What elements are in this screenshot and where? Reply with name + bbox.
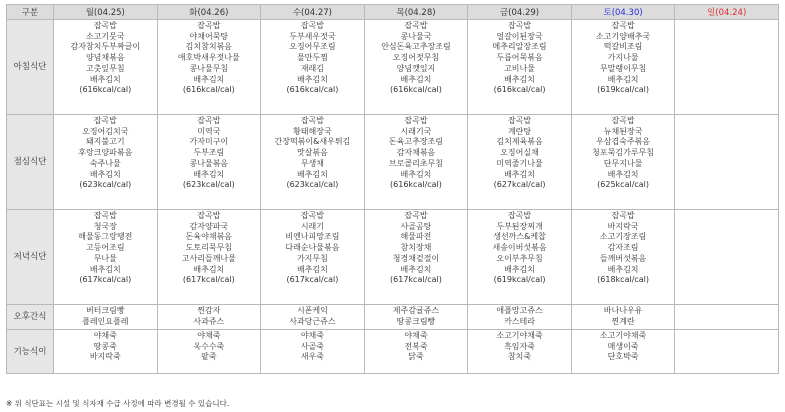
menu-item: 시래기국 [400,126,432,136]
menu-item: 해물파전 [400,232,432,242]
menu-item: 사골죽 [300,341,324,351]
menu-item: (617kcal/cal) [182,275,235,285]
menu-item: 잡곡밥 [93,116,117,125]
menu-item: 고춧잎무침 [85,63,125,73]
menu-item: 팥죽 [201,352,217,362]
menu-cell [261,330,365,374]
menu-item: 해물동그랑땡전 [78,232,133,242]
header-day-1: 월(04.25) [54,5,158,20]
menu-cell [468,330,572,374]
menu-item: 야채죽 [93,331,117,340]
header-row [7,5,779,20]
menu-cell [468,305,572,330]
menu-cell [675,210,779,305]
menu-item: 떡갈비조림 [603,42,643,52]
menu-cell [261,305,365,330]
menu-item: 소고기뭇국 [85,31,125,41]
header-day-6: 토(04.30) [571,5,675,20]
menu-item: 잡곡밥 [404,116,428,125]
menu-item: 야채죽 [197,331,221,340]
menu-item: 잡곡밥 [507,211,532,220]
menu-item: 미역줄기나물 [496,158,543,168]
menu-item: 감자조림 [607,243,639,253]
menu-item: 가자미구이 [189,137,229,147]
menu-item: 도토리묵무침 [185,243,233,253]
menu-item: 배추김치 [193,264,225,274]
menu-item: 단호박죽 [607,352,639,362]
menu-cell [364,330,468,374]
menu-item: 고비나물 [504,63,535,73]
menu-item: 배추김치 [296,264,328,274]
row-label-lunch: 점심식단 [7,115,54,210]
menu-item: 잡곡밥 [611,21,635,30]
menu-item: 안심돈육고추장조림 [381,42,451,52]
menu-item: 청국장 [93,221,117,231]
menu-item: (617kcal/cal) [390,275,442,285]
menu-item: 잡곡밥 [93,21,117,30]
menu-item: 시래기 [300,221,324,231]
menu-item: 잡곡밥 [197,21,221,30]
menu-cell [675,305,779,330]
menu-item: 돼지불고기 [85,137,125,147]
menu-item: 무생채 [300,158,324,168]
menu-item: (619kcal/cal) [493,275,546,285]
menu-item: 참치죽 [507,352,532,362]
menu-item: (627kcal/cal) [493,180,546,190]
menu-item: 무말랭이무침 [599,63,647,73]
menu-item: (616kcal/cal) [390,180,442,190]
menu-item: 배추김치 [296,169,328,179]
menu-cell [468,115,572,210]
menu-item: 재래김 [300,63,324,73]
menu-item: 배추김치 [89,74,121,84]
weekly-menu-table [6,4,779,374]
menu-item: 소고기양배추국 [596,31,651,41]
row-special-diet [7,330,779,374]
menu-item: 잡곡밥 [300,211,324,220]
menu-cell [571,305,675,330]
menu-item: 김치제육볶음 [496,137,543,147]
menu-item: 전복죽 [404,341,428,351]
menu-cell [261,20,365,115]
menu-cell [571,210,675,305]
menu-item: 단무지나물 [603,158,643,168]
menu-item: 배추김치 [607,74,639,84]
menu-item: 감자양파국 [189,221,229,231]
menu-item: 생선까스&케찹 [493,232,546,242]
menu-cell [261,210,365,305]
menu-item: 바지락죽 [89,352,121,362]
menu-item: 새우죽 [300,352,324,362]
menu-item: 비엔나피망조림 [285,232,340,242]
menu-item: 오징어젓무침 [392,53,440,63]
header-day-7: 일(04.24) [675,5,779,20]
menu-cell [54,330,158,374]
menu-item: 시폰케익 [296,306,328,315]
menu-item: 배추김치 [400,169,432,179]
menu-cell [571,330,675,374]
menu-item: 바지락국 [607,221,639,231]
menu-item: 고등어조림 [85,243,125,253]
menu-item: (623kcal/cal) [79,180,132,190]
menu-item: 두부새우젓국 [289,31,336,41]
menu-item: 배추김치 [607,169,639,179]
menu-item: 사과당근쥬스 [289,316,336,326]
menu-item: 소고기야채죽 [496,331,543,340]
menu-item: 야채어묵탕 [189,31,229,41]
menu-body [7,20,779,374]
row-label-dinner: 저녁식단 [7,210,54,305]
menu-item: 옥수수죽 [193,341,225,351]
menu-cell [157,210,261,305]
menu-item: 무나물 [93,253,117,263]
menu-table-wrapper [6,4,779,374]
menu-item: 오징어실채 [500,148,539,158]
footnote: ※ 위 식단표는 시설 및 식자재 수급 사정에 따라 변경될 수 있습니다. [6,399,230,408]
menu-item: 가지나물 [607,53,639,63]
menu-item: 두부조림 [193,148,225,158]
menu-item: 참치장채 [400,243,432,253]
menu-item: 배추김치 [89,264,121,274]
menu-item: 배추김치 [400,264,432,274]
menu-item: 오이부추무침 [496,253,543,263]
menu-item: 배추김치 [607,264,639,274]
menu-cell [54,305,158,330]
menu-item: 콩나물무침 [189,63,229,73]
menu-cell [157,115,261,210]
menu-item: 메추리알장조림 [492,42,547,52]
menu-item: 후랑크양파볶음 [78,148,133,158]
menu-item: 잡곡밥 [611,211,635,220]
menu-item: (623kcal/cal) [182,180,235,190]
menu-item: 흑임자죽 [504,341,535,351]
menu-item: 잡곡밥 [507,116,532,125]
menu-item: (617kcal/cal) [79,275,132,285]
menu-item: 돈육야채볶음 [185,232,233,242]
menu-item: 잡곡밥 [404,211,428,220]
row-label-snack: 오후간식 [7,305,54,330]
menu-cell [54,115,158,210]
menu-cell [364,305,468,330]
menu-item: 가지무침 [296,253,328,263]
menu-cell [571,20,675,115]
menu-item: 잡곡밥 [300,116,324,125]
menu-item: (616kcal/cal) [79,85,132,95]
row-lunch [7,115,779,210]
menu-item: (619kcal/cal) [597,85,650,95]
menu-item: 오징어무조림 [289,42,336,52]
menu-item: 배추김치 [504,264,535,274]
menu-item: 고사리들깨나물 [181,253,236,263]
header-day-3: 수(04.27) [261,5,365,20]
header-corner: 구분 [7,5,54,20]
menu-item: 청포묵김가루무침 [592,148,654,158]
menu-item: (616kcal/cal) [182,85,235,95]
menu-item: 야채죽 [404,331,428,340]
menu-item: 맛살볶음 [296,148,328,158]
menu-cell [364,115,468,210]
menu-item: 계란탕 [507,126,532,136]
menu-cell [468,210,572,305]
menu-item: 배추김치 [193,74,225,84]
row-dinner [7,210,779,305]
menu-item: (616kcal/cal) [286,85,339,95]
menu-item: 들깨버섯볶음 [599,253,647,263]
menu-cell [675,20,779,115]
menu-cell [468,20,572,115]
menu-item: 찐감자 [197,306,221,315]
menu-item: 버터크림빵 [85,306,125,315]
menu-item: (617kcal/cal) [286,275,339,285]
menu-item: 간장떡볶이&새우튀김 [274,137,351,147]
menu-item: 잡곡밥 [611,116,635,125]
menu-item: 얼갈이된장국 [496,31,543,41]
menu-cell [364,210,468,305]
menu-item: 우삼겹숙주볶음 [596,137,651,147]
row-breakfast [7,20,779,115]
menu-item: 카스테라 [504,316,535,326]
menu-item: 찐계란 [611,316,635,326]
menu-item: 다래순나물볶음 [285,243,340,253]
menu-item: 돈육고추장조림 [388,137,444,147]
menu-cell [571,115,675,210]
menu-cell [54,210,158,305]
menu-item: 콩나물볶음 [189,158,229,168]
menu-item: 사골곰탕 [400,221,432,231]
menu-item: 양념깻잎지 [396,63,436,73]
menu-item: (623kcal/cal) [286,180,339,190]
header-day-4: 목(04.28) [364,5,468,20]
menu-item: 애플망고쥬스 [496,306,543,315]
menu-item: 닭죽 [408,352,424,362]
menu-item: 배추김치 [504,74,535,84]
menu-item: 감자참치두부짜글이 [70,42,141,52]
menu-item: (618kcal/cal) [597,275,650,285]
menu-item: 바나나우유 [603,306,643,315]
row-snack [7,305,779,330]
menu-item: 사과쥬스 [193,316,225,326]
menu-item: 잡곡밥 [197,116,221,125]
menu-item: 잡곡밥 [507,21,532,30]
menu-cell [675,115,779,210]
menu-cell [54,20,158,115]
menu-item: 황태해장국 [293,126,332,136]
menu-item: 브로콜리초무침 [388,158,444,168]
menu-item: 양념채볶음 [85,53,125,63]
menu-item: 애호박새우젓나물 [177,53,240,63]
menu-item: 오징어김치국 [82,126,129,136]
menu-item: 미역국 [197,126,221,136]
row-label-breakfast: 아침식단 [7,20,54,115]
menu-item: 숙주나물 [89,158,121,168]
menu-item: 소고기야채죽 [599,331,647,340]
menu-item: 김치참치볶음 [185,42,233,52]
menu-cell [157,20,261,115]
menu-item: (625kcal/cal) [597,180,650,190]
menu-item: 소고기장조림 [599,232,647,242]
menu-cell [261,115,365,210]
menu-item: 뉴채된장국 [603,126,643,136]
header-day-2: 화(04.26) [157,5,261,20]
menu-item: 제주감귤쥬스 [392,306,440,315]
menu-item: 감자채볶음 [396,148,436,158]
menu-item: 매생이죽 [607,341,639,351]
menu-item: 물만두찜 [296,53,328,63]
menu-cell [157,330,261,374]
menu-item: (616kcal/cal) [390,85,442,95]
menu-cell [364,20,468,115]
menu-item: 플레인요플레 [82,316,129,326]
menu-item: 배추김치 [296,74,328,84]
menu-item: 땅콩죽 [93,341,117,351]
menu-item: 배추김치 [400,74,432,84]
menu-item: 잡곡밥 [404,21,428,30]
menu-item: 배추김치 [193,169,225,179]
menu-item: (616kcal/cal) [493,85,546,95]
menu-cell [157,305,261,330]
menu-item: 잡곡밥 [93,211,117,220]
menu-item: 콩나물국 [400,31,432,41]
menu-item: 새송이버섯볶음 [492,243,547,253]
menu-item: 야채죽 [300,331,324,340]
menu-item: 잡곡밥 [300,21,324,30]
menu-item: 배추김치 [89,169,121,179]
menu-item: 잡곡밥 [197,211,221,220]
menu-cell [675,330,779,374]
menu-item: 땅콩크림빵 [396,316,436,326]
header-day-5: 금(04.29) [468,5,572,20]
menu-item: 배추김치 [504,169,535,179]
row-label-special-diet: 기능식이 [7,330,54,374]
menu-item: 두릅어묵볶음 [496,53,543,63]
menu-item: 두부된장찌개 [496,221,543,231]
menu-item: 청경채겉절이 [392,253,440,263]
